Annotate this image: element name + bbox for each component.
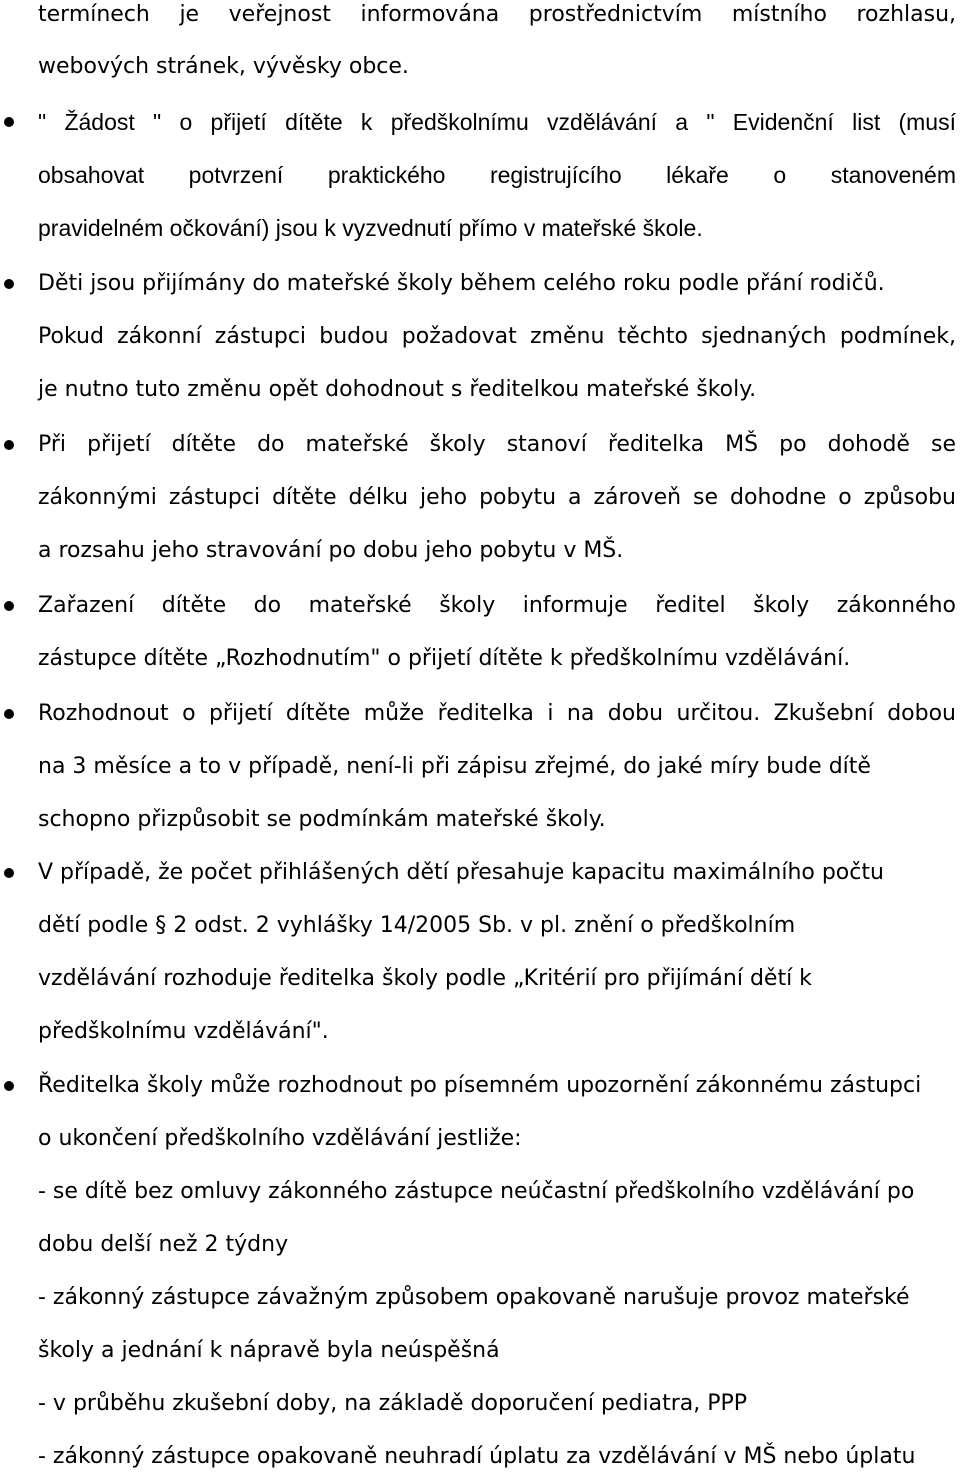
- text-line: na 3 měsíce a to v případě, není-li při zápisu zřejmé, do jaké míry bude dítě: [38, 754, 871, 779]
- bullet-icon: [4, 1081, 14, 1091]
- text-line: V případě, že počet přihlášených dětí přesahuje kapacitu maximálního počtu: [38, 860, 884, 885]
- text-line: školy a jednání k nápravě byla neúspěšná: [38, 1338, 500, 1363]
- text-line: schopno přizpůsobit se podmínkám mateřské školy.: [38, 807, 606, 832]
- text-line: Ředitelka školy může rozhodnout po písemném upozornění zákonnému zástupci: [38, 1073, 922, 1098]
- text-line: Pokud zákonní zástupci budou požadovat změnu těchto sjednaných podmínek,: [38, 324, 956, 349]
- text-line: pravidelném očkování) jsou k vyzvednutí přímo v mateřské škole.: [38, 215, 703, 241]
- text-line: zástupce dítěte „Rozhodnutím" o přijetí dítěte k předškolnímu vzdělávání.: [38, 646, 851, 671]
- bullet-icon: [4, 117, 14, 127]
- text-line: je nutno tuto změnu opět dohodnout s ředitelkou mateřské školy.: [38, 377, 757, 402]
- bullet-icon: [4, 868, 14, 878]
- text-line: dětí podle § 2 odst. 2 vyhlášky 14/2005 Sb. v pl. znění o předškolním: [38, 913, 796, 938]
- bullet-icon: [4, 279, 14, 289]
- text-line: obsahovat potvrzení praktického registrujícího lékaře o stanoveném: [38, 162, 956, 188]
- text-line: - se dítě bez omluvy zákonného zástupce neúčastní předškolního vzdělávání po: [38, 1179, 915, 1204]
- text-line: " Žádost " o přijetí dítěte k předškolnímu vzdělávání a " Evidenční list (musí: [38, 109, 956, 135]
- text-line: termínech je veřejnost informována prostřednictvím místního rozhlasu,: [38, 2, 956, 27]
- text-line: Rozhodnout o přijetí dítěte může ředitelka i na dobu určitou. Zkušební dobou: [38, 701, 956, 726]
- bullet-icon: [4, 601, 14, 611]
- text-line: - zákonný zástupce opakovaně neuhradí úplatu za vzdělávání v MŠ nebo úplatu: [38, 1444, 916, 1469]
- text-line: zákonnými zástupci dítěte délku jeho pobytu a zároveň se dohodne o způsobu: [38, 485, 956, 510]
- text-line: webových stránek, vývěsky obce.: [38, 54, 409, 79]
- text-line: a rozsahu jeho stravování po dobu jeho pobytu v MŠ.: [38, 538, 624, 563]
- bullet-icon: [4, 709, 14, 719]
- text-line: Děti jsou přijímány do mateřské školy během celého roku podle přání rodičů.: [38, 271, 885, 296]
- text-line: Při přijetí dítěte do mateřské školy stanoví ředitelka MŠ po dohodě se: [38, 432, 956, 457]
- text-line: vzdělávání rozhoduje ředitelka školy podle „Kritérií pro přijímání dětí k: [38, 966, 812, 991]
- bullet-icon: [4, 440, 14, 450]
- text-line: Zařazení dítěte do mateřské školy informuje ředitel školy zákonného: [38, 593, 956, 618]
- text-line: o ukončení předškolního vzdělávání jestliže:: [38, 1126, 522, 1151]
- text-line: dobu delší než 2 týdny: [38, 1232, 289, 1257]
- text-line: - zákonný zástupce závažným způsobem opakovaně narušuje provoz mateřské: [38, 1285, 910, 1310]
- text-line: předškolnímu vzdělávání".: [38, 1019, 329, 1044]
- text-line: - v průběhu zkušební doby, na základě doporučení pediatra, PPP: [38, 1391, 748, 1416]
